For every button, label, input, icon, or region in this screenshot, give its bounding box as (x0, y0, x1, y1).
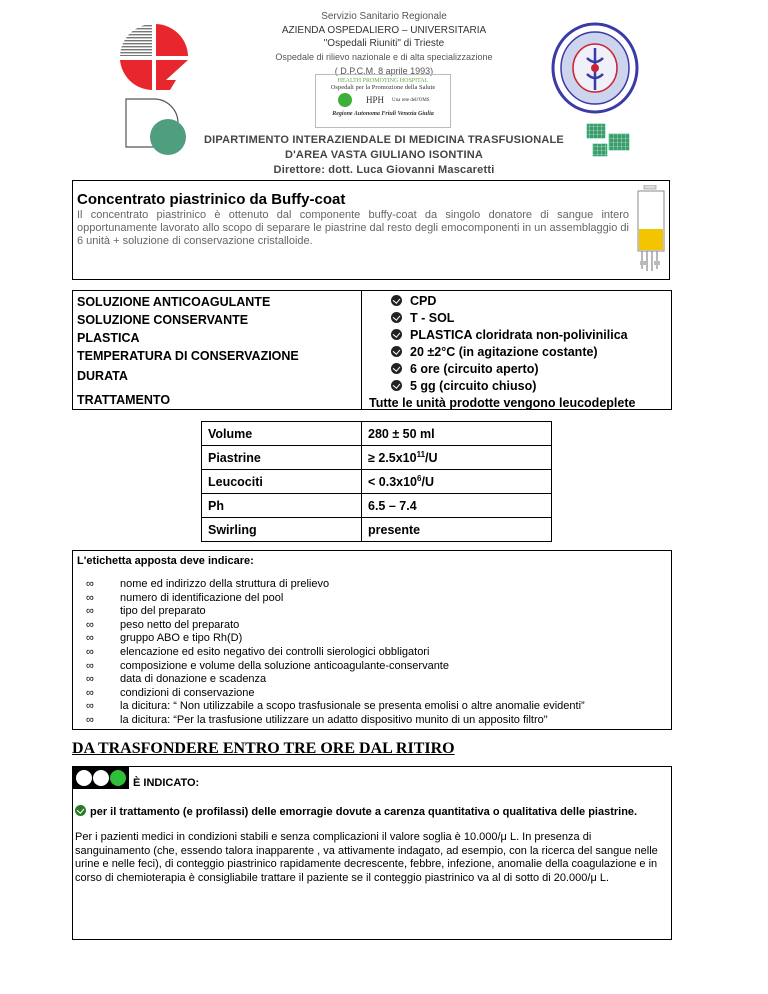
check-icon (391, 312, 402, 323)
department-logo (124, 97, 192, 157)
list-item: ∞ numero di identificazione del pool (86, 591, 284, 604)
prop-value-temperatura: 20 ±2°C (in agitazione costante) (410, 345, 598, 359)
hph-logo (315, 74, 451, 128)
dept-line-1: DIPARTIMENTO INTERAZIENDALE DI MEDICINA TRASFUSIONALE (204, 134, 564, 146)
indication-box (72, 766, 672, 940)
list-item: ∞ la dicitura: “ Non utilizzabile a scopo trasfusionale se presenta emolisi o altre anomalie evidenti” (86, 700, 585, 713)
header-line-4: Ospedale di rilievo nazionale e di alta specializzazione (275, 52, 493, 62)
prop-label-trattamento: TRATTAMENTO (77, 393, 171, 407)
indication-title: È INDICATO: (133, 777, 200, 789)
label-requirements-list (73, 578, 669, 728)
university-seal (550, 22, 640, 114)
label-requirements-box (72, 550, 672, 730)
spec-label: Swirling (202, 518, 362, 542)
spec-label: Ph (202, 494, 362, 518)
table-row (202, 422, 552, 446)
hph-region: Regione Autonoma Friuli Venezia Giulia (332, 111, 434, 117)
table-row (202, 494, 552, 518)
list-item: ∞ data di donazione e scadenza (86, 673, 267, 686)
prop-value-durata-aperto: 6 ore (circuito aperto) (410, 362, 539, 376)
spec-label: Volume (202, 422, 362, 446)
header-line-2: AZIENDA OSPEDALIERO – UNIVERSITARIA (281, 25, 487, 36)
spec-label: Leucociti (202, 470, 362, 494)
check-icon (391, 363, 402, 374)
header-line-5: ( D.P.C.M. 8 aprile 1993) (334, 66, 434, 76)
hph-subtitle: Ospedali per la Promozione della Salute (330, 84, 436, 91)
list-item: ∞ elencazione ed esito negativo dei controlli sierologici obbligatori (86, 645, 430, 658)
spec-label: Piastrine (202, 446, 362, 470)
prop-label-anticoagulante: SOLUZIONE ANTICOAGULANTE (77, 295, 271, 309)
spec-value: 280 ± 50 ml (362, 422, 552, 446)
list-item: ∞ composizione e volume della soluzione anticoagulante-conservante (86, 659, 449, 672)
list-item: ∞ peso netto del preparato (86, 618, 240, 631)
header-line-1: Servizio Sanitario Regionale (321, 11, 447, 22)
prop-label-temperatura: TEMPERATURA DI CONSERVAZIONE (77, 349, 299, 363)
list-item: ∞ gruppo ABO e tipo Rh(D) (86, 632, 243, 645)
hospital-logo (118, 22, 190, 92)
prop-value-tsol: T - SOL (410, 311, 455, 325)
indication-main: per il trattamento (e profilassi) delle emorragie dovute a carenza quantitativa o qualitativa delle piastrine. (75, 805, 637, 818)
spec-value: ≥ $2.5x10^{11}/U$ (362, 446, 552, 470)
prop-value-plastica: PLASTICA cloridrata non-polivinilica (410, 328, 628, 342)
check-icon (391, 346, 402, 357)
product-description: Il concentrato piastrinico è ottenuto dal componente buffy-coat da singolo donatore di sangue intero opportunamente lavorato allo scopo di separare le piastrine dal resto degli emocomponenti in un assemblaggio di 6 unità + soluzione di conservazione cristalloide. (77, 209, 629, 247)
list-item: ∞ la dicitura: “Per la trasfusione utilizzare un adatto dispositivo munito di un apposito filtro" (86, 713, 548, 726)
properties-box (72, 290, 672, 410)
spec-value: 6.5 – 7.4 (362, 494, 552, 518)
check-icon (75, 805, 86, 816)
dept-line-3: Direttore: dott. Luca Giovanni Mascaretti (273, 164, 495, 176)
grid-icon (585, 122, 640, 162)
prop-value-durata-chiuso: 5 gg (circuito chiuso) (410, 379, 537, 393)
prop-value-trattamento: Tutte le unità prodotte vengono leucodeplete (369, 396, 636, 410)
specs-table (201, 421, 552, 542)
prop-label-plastica: PLASTICA (77, 331, 140, 345)
check-icon (391, 295, 402, 306)
spec-value: < $0.3x10^6/U$ (362, 470, 552, 494)
check-icon (391, 329, 402, 340)
transfuse-heading: DA TRASFONDERE ENTRO TRE ORE DAL RITIRO (72, 740, 455, 757)
product-box (72, 180, 670, 280)
label-box-title: L'etichetta apposta deve indicare: (77, 555, 254, 567)
list-item: ∞ nome ed indirizzo della struttura di prelievo (86, 578, 330, 590)
list-item: ∞ tipo del preparato (86, 605, 206, 618)
check-icon (391, 380, 402, 391)
indication-text: Per i pazienti medici in condizioni stabili e senza complicazioni il valore soglia è 10.000/μ L. In presenza di sanguinamento (che, essendo talora inapparente , va attivamente indagato, ad esempio, con la ricerca del sangue nelle urine e nelle feci), di conteggio piastrinico rapidamente decrescente, febbre, infezione, anomalie della coagulazione e in corso di chemioterapia è consigliabile trattare il paziente se il conteggio piastrinico va al di sotto di 20.000/μ L. (75, 831, 658, 884)
list-item: ∞ condizioni di conservazione (86, 686, 255, 699)
table-row (202, 518, 552, 542)
traffic-light-icon (73, 767, 129, 789)
hph-green-dot (338, 93, 352, 107)
product-title: Concentrato piastrinico da Buffy-coat (77, 191, 346, 208)
dept-line-2: D'AREA VASTA GIULIANO ISONTINA (284, 149, 484, 161)
prop-label-durata: DURATA (77, 369, 128, 383)
prop-label-conservante: SOLUZIONE CONSERVANTE (77, 313, 249, 327)
table-row (202, 470, 552, 494)
header-line-3: "Ospedali Riuniti" di Trieste (323, 38, 445, 49)
hph-network: Una rete dell'OMS (392, 98, 430, 103)
prop-value-cpd: CPD (410, 294, 437, 308)
hph-acronym: HPH (366, 95, 385, 105)
table-row (202, 446, 552, 470)
platelet-bag-icon (636, 185, 666, 275)
hph-title: HEALTH PROMOTING HOSPITAL (337, 78, 429, 84)
spec-value: presente (362, 518, 552, 542)
